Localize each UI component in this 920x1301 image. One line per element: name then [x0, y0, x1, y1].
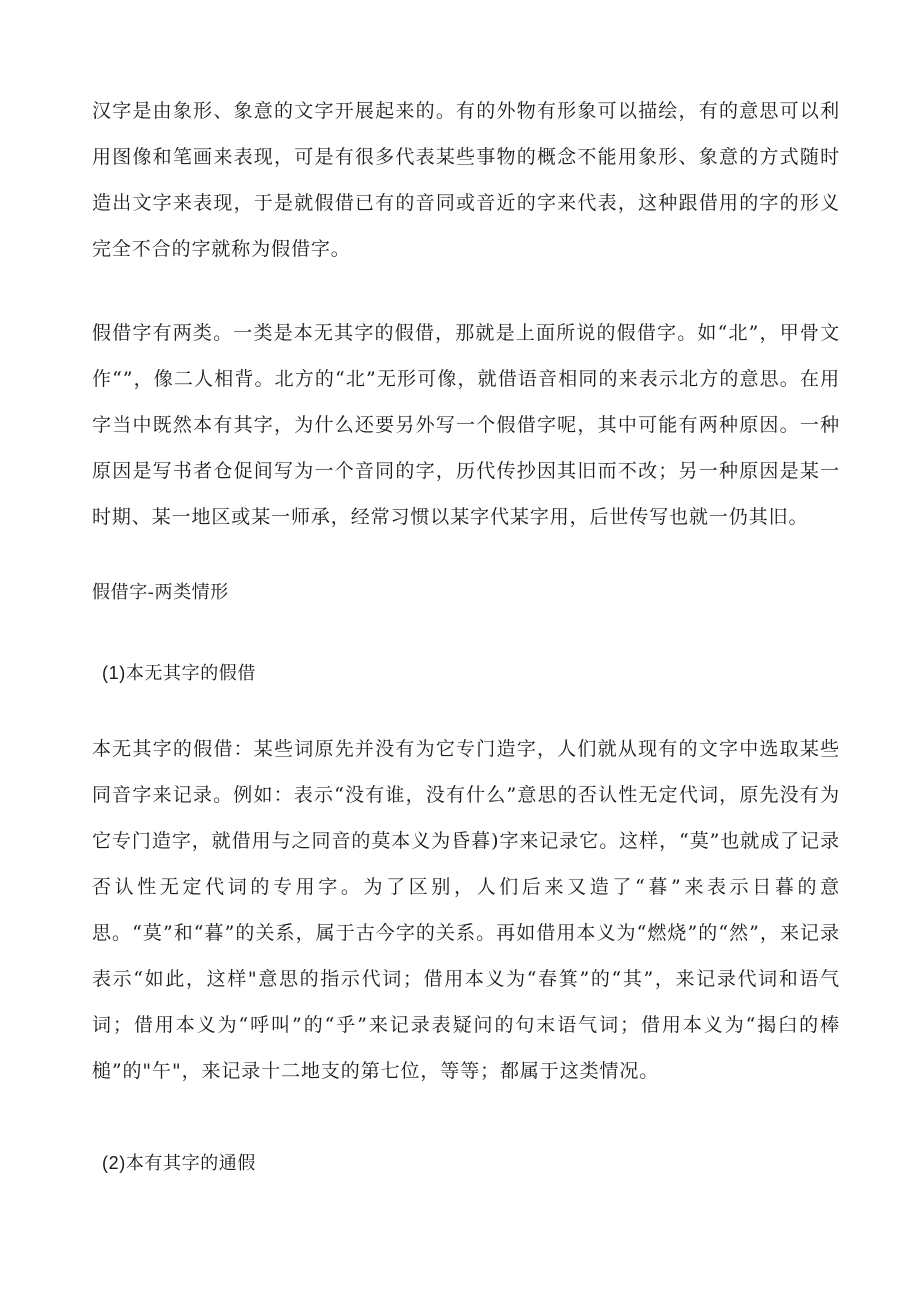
paragraph-two-types: 假借字有两类。一类是本无其字的假借，那就是上面所说的假借字。如“北”，甲骨文作“”，像二人相背。北方的“北”无形可像，就借语音相同的来表示北方的意思。在用字当中既然本有其字，为什么还要另外写一个假借字呢，其中可能有两种原因。一种原因是写书者仓促间写为一个音同的字，历代传抄因其旧而不改；另一种原因是某一时期、某一地区或某一师承，经常习惯以某字代某字用，后世传写也就一仍其旧。 [92, 322, 840, 528]
paragraph-no-original-character: 本无其字的假借：某些词原先并没有为它专门造字，人们就从现有的文字中选取某些同音字来记录。例如：表示“没有谁，没有什么”意思的否认性无定代词，原先没有为它专门造字，就借用与之同音的莫本义为昏暮)字来记录它。这样，“莫”也就成了记录否认性无定代词的专用字。为了区别，人们后来又造了“暮”来表示日暮的意思。“莫”和“暮”的关系，属于古今字的关系。再如借用本义为“燃烧”的“然”，来记录表示“如此，这样"意思的指示代词；借用本义为“春箕”的“其”，来记录代词和语气词；借用本义为“呼叫”的“乎”来记录表疑问的句末语气词；借用本义为“揭臼的棒槌”的"午"，来记录十二地支的第七位，等等；都属于这类情况。 [92, 738, 840, 1082]
section-1-number: (1) [102, 663, 126, 683]
section-heading: 假借字-两类情形 [92, 582, 229, 603]
paragraph-origin-of-characters: 汉字是由象形、象意的文字开展起来的。有的外物有形象可以描绘，有的意思可以利用图像和笔画来表现，可是有很多代表某些事物的概念不能用象形、象意的方式随时造出文字来表现，于是就假借已有的音同或音近的字来代表，这种跟借用的字的形义完全不合的字就称为假借字。 [92, 100, 840, 260]
section-2-title: 本有其字的通假 [125, 1153, 257, 1174]
subheading-section-2 [102, 1148, 256, 1179]
section-2-number: (2) [102, 1153, 126, 1173]
subheading-section-1 [102, 658, 256, 689]
section-1-title: 本无其字的假借 [125, 663, 257, 684]
